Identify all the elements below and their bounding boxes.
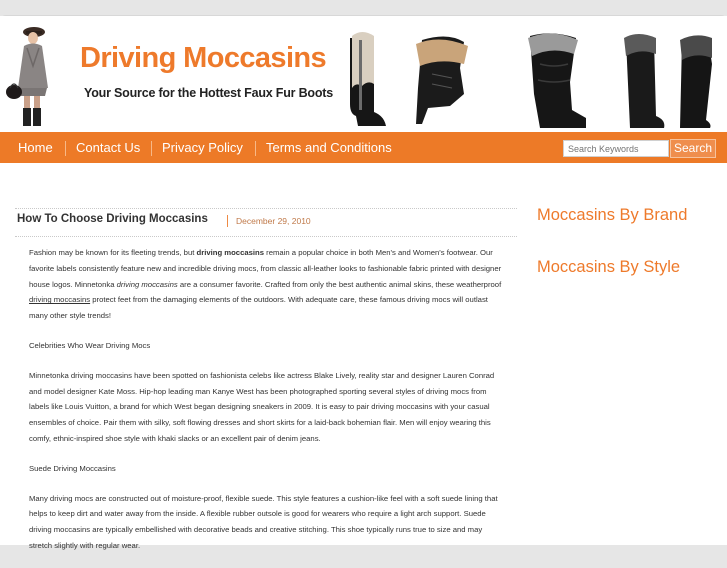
paragraph: Many driving mocs are constructed out of moisture-proof, flexible suede. This style features a cushion-like feel with a soft suede lining that helps to keep dirt and water away from the inside. A flexible rubber outsole is good for wearers who require a light arch support. Suede driving moccasins are typically embellished with decorative beads and creative stitching. This shoe typically runs true to size and may stretch slightly with regular wear. [29,493,498,550]
page [0,15,727,550]
text: Fashion may be known for its fleeting trends, but [29,248,197,257]
nav-terms-and-conditions[interactable]: Terms and Conditions [266,140,392,155]
post-date: December 29, 2010 [236,216,311,226]
site-title[interactable]: Driving Moccasins [80,42,327,74]
main-nav [0,132,727,163]
title-separator [227,215,228,227]
site-tagline: Your Source for the Hottest Faux Fur Boots [84,86,334,100]
section-heading: Celebrities Who Wear Driving Mocs [29,340,151,350]
nav-separator [151,141,152,156]
site-header [0,16,727,132]
keyword-link[interactable]: driving moccasins [29,295,91,305]
nav-contact-us[interactable]: Contact Us [76,140,141,155]
sidebar-heading-style: Moccasins By Style [537,258,681,276]
nav-separator [65,141,66,156]
boots-banner-image [340,24,727,132]
post-body [29,245,507,568]
post-title[interactable]: How To Choose Driving Moccasins [17,213,208,225]
search-button[interactable]: Search [670,139,716,158]
paragraph [29,245,507,324]
nav-separator [255,141,256,156]
keyword-italic: driving moccasins [116,279,178,289]
search-input[interactable] [563,140,669,157]
keyword: driving moccasins [196,248,265,257]
divider [15,236,517,237]
nav-privacy-policy[interactable]: Privacy Policy [162,140,243,155]
model-photo [2,22,54,130]
divider [15,208,517,209]
text: remain a popular choice in both Men's and Women's footwear. Our favorite labels consistently feature new and incredible driving mocs, from classic all-leather looks to fashionable fabric printed with designer house logos. Minnetonka [29,248,502,289]
sidebar-heading-brand: Moccasins By Brand [537,206,688,224]
nav-home[interactable]: Home [18,140,53,155]
text: protect feet from the damaging elements of the outdoors. With adequate care, these famous driving mocs will outlast many other style trends! [29,295,488,321]
paragraph: Minnetonka driving moccasins have been spotted on fashionista celebs like actress Blake Lively, reality star and designer Lauren Conrad and model designer Kate Moss. Hip-hop leading man Kanye West has been photographed sporting several styles of driving mocs from labels like Louis Vuitton, a brand for which West began designing sneakers in 2009. It is easy to pair driving moccasins with your casual ensembles of choice. Pair them with silky, soft flowing dresses and short skirts for a laid-back bohemian flair. Men will enjoy wearing this comfy, ethnic-inspired shoe style with khaki slacks or an excellent pair of denim jeans. [29,370,495,443]
text: are a consumer favorite. Crafted from only the best authentic animal skins, these weatherproof [177,279,502,289]
section-heading: Suede Driving Moccasins [29,463,116,473]
